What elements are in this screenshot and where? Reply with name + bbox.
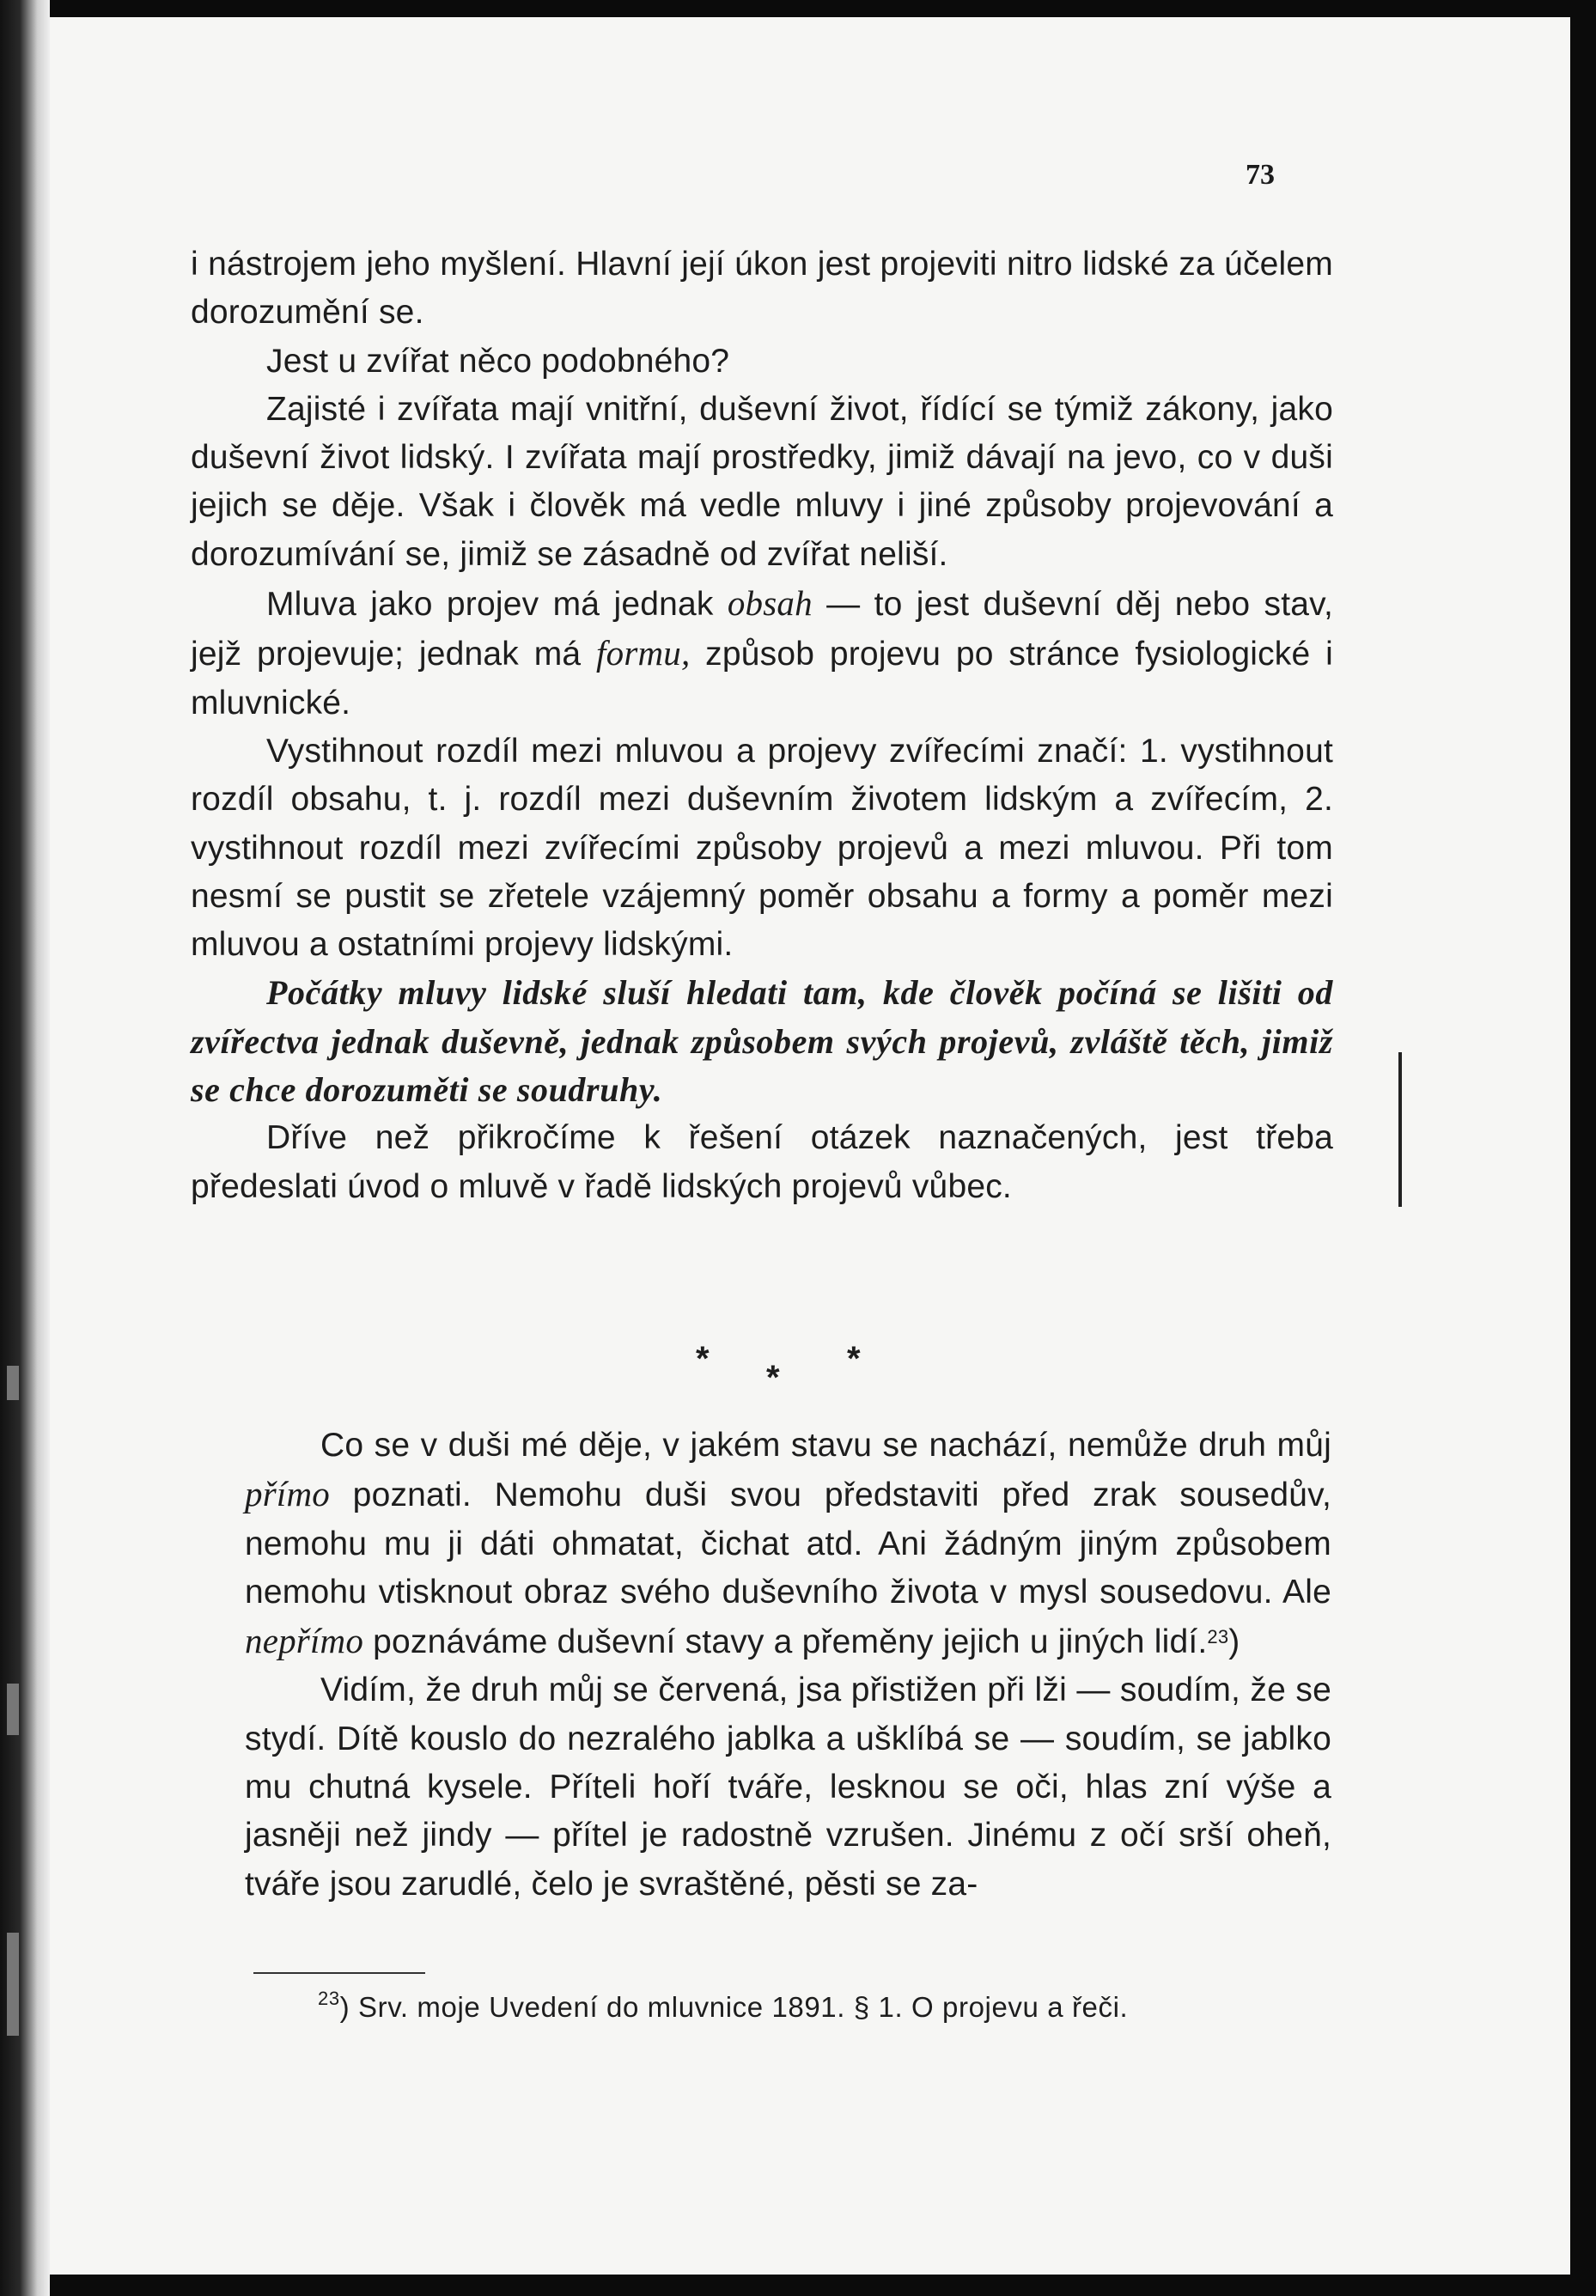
footnote-text: ) Srv. moje Uvedení do mluvnice 1891. § 1. O projevu a řeči. (339, 1991, 1129, 2023)
text-run: Co se v duši mé děje, v jakém stavu se nachází, nemůže druh můj (320, 1427, 1331, 1464)
text-run: — to jest duševní děj nebo stav, jejž projevuje; jednak má (191, 586, 1333, 673)
text-run: Mluva jako projev má jednak (266, 586, 728, 624)
paragraph-duse (245, 1422, 1331, 1666)
section-break-asterisks (696, 1340, 885, 1400)
paragraph: Vystihnout rozdíl mezi mluvou a projevy zvířecími značí: 1. vystihnout rozdíl obsahu, t. j. rozdíl mezi duševním životem lidským a zvířecím, 2. vystihnout rozdíl mezi zvířecími způsoby projevů a mezi mluvou. Při tom nesmí se pustit se zřetele vzájemný poměr obsahu a formy a poměr mezi mluvou a ostatními projevy lidskými. (191, 732, 1333, 964)
gutter-mark (7, 1366, 19, 1400)
emphasis-neprimo: nepřímo (245, 1621, 364, 1661)
footnote-reference: 23 (1207, 1626, 1229, 1648)
asterisk: * (696, 1340, 710, 1378)
paragraph-obsah (191, 579, 1333, 728)
footnote (318, 1988, 1129, 2024)
text-run: ) (1228, 1623, 1240, 1661)
paragraph: i nástrojem jeho myšlení. Hlavní její úkon jest projeviti nitro lidské za účelem dorozumění se. (191, 246, 1333, 332)
asterisk: * (766, 1359, 780, 1397)
paragraph: Vidím, že druh můj se červená, jsa přistižen při lži — soudím, že se stydí. Dítě kouslo do nezralého jablka a ušklíbá se — soudím, se jablko mu chutná kysele. Příteli hoří tváře, lesknou se oči, hlas zní výše a jasněji než jindy — přítel je radostně vzrušen. Jinému z očí srší oheň, tváře jsou zarudlé, čelo je svraštěné, pěsti se za- (245, 1672, 1331, 1903)
text-run: poznáváme duševní stavy a přeměny jejich u jiných lidí. (363, 1623, 1208, 1661)
asterisk: * (847, 1340, 861, 1378)
paragraph: Zajisté i zvířata mají vnitřní, duševní život, řídící se týmiž zákony, jako duševní život lidský. I zvířata mají prostředky, jimiž dávají na jevo, co v duši jejich se děje. Však i člověk má vedle mluvy i jiné způsoby projevování a dorozumívání se, jimiž se zásadně od zvířat neliší. (191, 390, 1333, 573)
paragraph: Jest u zvířat něco podobného? (266, 342, 730, 380)
emphasis-primo: přímo (245, 1474, 330, 1514)
footnote-divider (253, 1972, 425, 1974)
gutter-mark (7, 1684, 19, 1735)
emphasis-obsah: obsah (727, 583, 813, 624)
italic-thesis-paragraph: Počátky mluvy lidské sluší hledati tam, kde člověk počíná se lišiti od zvířectva jednak duševně, jednak způsobem svých projevů, zvláště těch, jimiž se chce dorozuměti se soudruhy. (191, 973, 1333, 1110)
binding-gutter (0, 0, 50, 2296)
page-number: 73 (1246, 159, 1275, 191)
margin-marker-line (1398, 1052, 1402, 1207)
paragraph: Dříve než přikročíme k řešení otázek naznačených, jest třeba předeslati úvod o mluvě v řadě lidských projevů vůbec. (191, 1119, 1333, 1205)
footnote-mark: 23 (318, 1988, 340, 2009)
text-run: způsob projevu po stránce fysiologické i mluvnické. (191, 636, 1333, 722)
emphasis-formu: formu, (596, 633, 691, 673)
gutter-mark (7, 1933, 19, 2036)
text-run: poznati. Nemohu duši svou představiti před zrak sousedův, nemohu mu ji dáti ohmatat, čichat atd. Ani žádným jiným způsobem nemohu vtisknout obraz svého duševního života v mysl sousedovu. Ale (245, 1477, 1331, 1611)
body-text-bottom (245, 1422, 1331, 1909)
body-text-top (191, 241, 1333, 1211)
